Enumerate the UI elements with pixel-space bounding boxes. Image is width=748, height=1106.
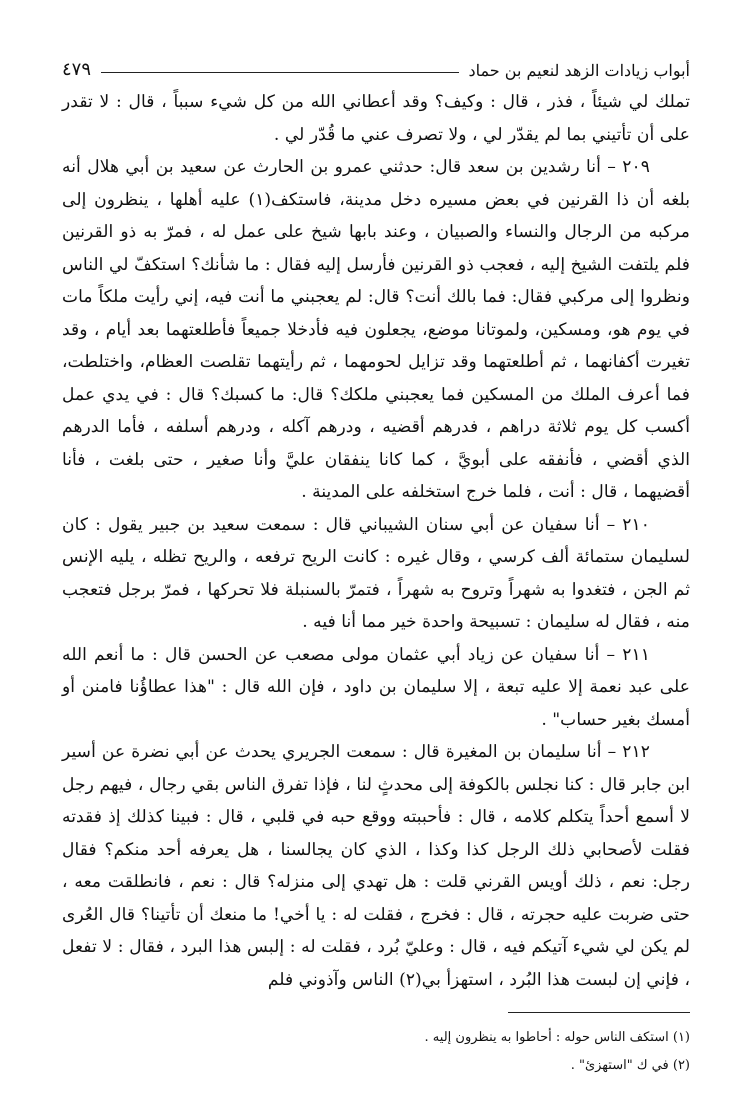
footnote-1: (١) استكف الناس حوله : أحاطوا به ينظرون إليه . [424, 1030, 690, 1045]
paragraph-continuation: تملك لي شيئاً ، فذر ، قال : وكيف؟ وقد أعطاني الله من كل شيء سبباً ، قال : لا تقدر على أن تأتيني بما لم يقدّر لي ، ولا تصرف عني ما قُدّر لي . [62, 92, 690, 145]
running-header [62, 52, 690, 80]
paragraph-210: ٢١٠ – أنا سفيان عن أبي سنان الشيباني قال : سمعت سعيد بن جبير يقول : كان لسليمان ستمائة ألف كرسي ، وقال غيره : كانت الريح ترفعه ، والريح تظله ، يليه الإنس ثم الجن ، فتغدوا به شهراً وتروح به شهراً ، فتمرّ بالسنبلة فلا تحركها ، فمرّ برجل فتعجب منه ، فقال له سليمان : تسبيحة واحدة خير مما أنا فيه . [62, 514, 690, 632]
paragraph-211: ٢١١ – أنا سفيان عن زياد أبي عثمان مولى مصعب عن الحسن قال : ما أنعم الله على عبد نعمة إلا عليه تبعة ، إلا سليمان بن داود ، فإن الله قال : "هذا عطاؤُنا فامنن أو أمسك بغير حساب" . [62, 644, 690, 730]
paragraph-209: ٢٠٩ – أنا رشدين بن سعد قال: حدثني عمرو بن الحارث عن سعيد بن أبي هلال أنه بلغه أن ذا القرنين في بعض مسيره دخل مدينة، فاستكف(١) عليه أهلها ، ينظرون إلى مركبه من الرجال والنساء والصبيان ، وعند بابها شيخ على عمل له ، فمرّ به ذو القرنين فلم يلتفت الشيخ إليه ، فعجب ذو القرنين فأرسل إليه فقال : ما شأنك؟ استكفّ لي الناس ونظروا إلى مركبي فقال: فما بالك أنت؟ قال: لم يعجبني ما أنت فيه، إني رأيت ملكاً مات في يوم هو، ومسكين، ولموتانا موضع، يجعلون فيه فأدخلا جميعاً فأطلعتهما بعد أيام ، وقد تغيرت أكفانهما ، ثم أطلعتهما وقد تزايل لحومهما ، ثم رأيتهما تقلصت العظام، واختلطت، فما أعرف الملك من المسكين فما يعجبني ملكك؟ قال: ما كسبك؟ قال : في يدي عمل أكسب كل يوم ثلاثة دراهم ، فدرهم أقضيه ، ودرهم آكله ، ودرهم أسلفه ، فأما الدرهم الذي أقضي ، فأنفقه على أبويَّ ، كما كانا ينفقان عليَّ وأنا صغير ، حتى بلغت ، فأنا أقضيهما ، قال : أنت ، فلما خرج استخلفه على المدينة . [62, 157, 690, 502]
paragraph-212: ٢١٢ – أنا سليمان بن المغيرة قال : سمعت الجريري يحدث عن أبي نضرة عن أسير ابن جابر قال : كنا نجلس بالكوفة إلى محدثٍ لنا ، فإذا تفرق الناس بقي رجال ، فيهم رجل لا أسمع أحداً يتكلم كلامه ، قال : فأحببته ووقع حبه في قلبي ، قال : فبينا كذلك إذ فقدته فقلت لأصحابي ذلك الرجل كذا وكذا ، الذي كان يجالسنا ، هل يعرفه أحد منكم؟ فقال رجل: نعم ، ذلك أويس القرني قلت : هل تهدي إلى منزله؟ قال : نعم ، فانطلقت معه ، حتى ضربت عليه حجرته ، قال : فخرج ، فقلت له : يا أخي! ما منعك أن تأتينا؟ قال العُرى لم يكن لي شيء آتيكم فيه ، قال : وعليّ بُرد ، فقلت له : إلبس هذا البرد ، فقال : لا تفعل ، فإني إن لبست هذا البُرد ، استهزأ بي(٢) الناس وآذوني فلم [62, 742, 690, 990]
page-number: ٤٧٩ [62, 59, 92, 80]
footnote-2: (٢) في ك "استهزئ" . [570, 1058, 690, 1073]
footnotes [62, 1024, 690, 1080]
main-text [62, 86, 690, 996]
footnote-rule [508, 1012, 690, 1013]
running-title: أبواب زيادات الزهد لنعيم بن حماد [468, 61, 690, 80]
header-rule [101, 72, 459, 73]
